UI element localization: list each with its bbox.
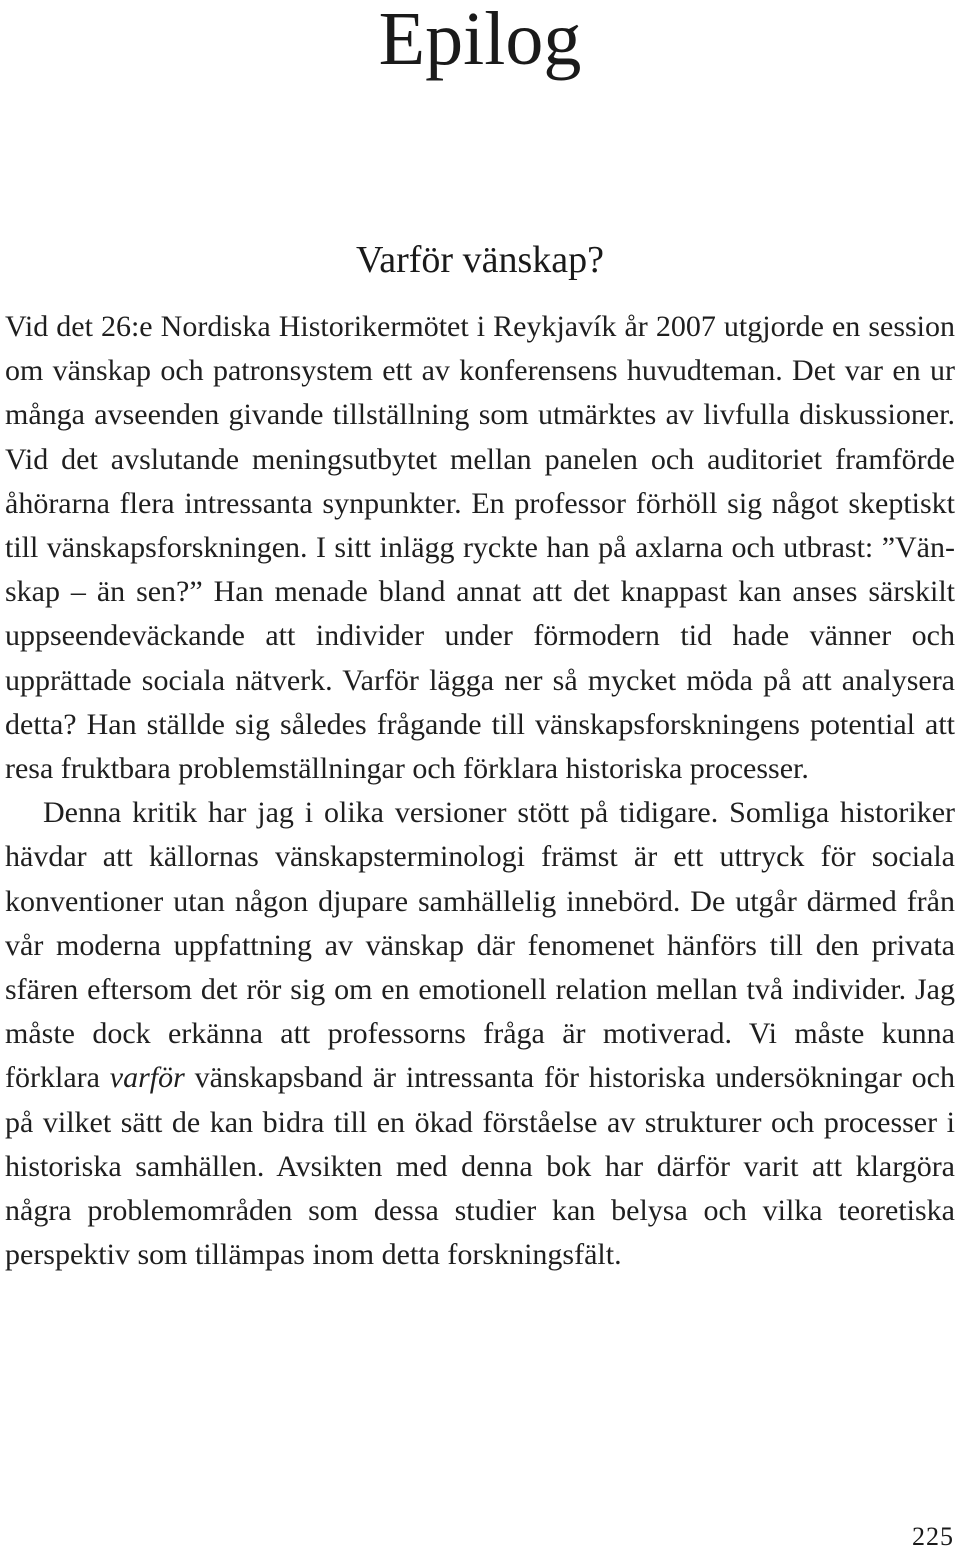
body-text [5, 305, 955, 1277]
paragraph-2-text-start: Denna kritik har jag i olika versioner stött på tidigare. Somliga historiker hävdar att källornas vänskapsterminologi främst är ett uttryck för sociala konventioner utan någon djupare samhällelig innebörd. De utgår därmed från vår moderna uppfattning av vänskap där fenomenet hänförs till den privata sfären eftersom det rör sig om en emotionell relation mellan två individer. Jag måste dock erkänna att professorns fråga är motiverad. Vi måste kunna förklara [5, 796, 955, 1095]
paragraph-1: Vid det 26:e Nordiska Historikermötet i Reykjavík år 2007 utgjorde en session om vänskap och patronsystem ett av konferensens huvudteman. Det var en ur många avseenden givande tillställning som utmärktes av livfulla diskussioner. Vid det avslutande meningsutbytet mellan panelen och auditoriet framförde åhörarna flera intressanta synpunkter. En professor förhöll sig något skeptiskt till vänskapsforskningen. I sitt inlägg ryckte han på axlarna och utbrast: ”Vänskap – än sen?” Han menade bland annat att det knappast kan anses särskilt uppseendeväckande att individer under förmodern tid hade vänner och upprättade sociala nätverk. Varför lägga ner så mycket möda på att analysera detta? Han ställde sig således frågande till vänskapsforskningens potential att resa fruktbara problemställningar och förklara historiska processer. [5, 310, 955, 786]
page-number: 225 [912, 1522, 954, 1551]
paragraph-2-text-end: vänskapsband är intressanta för historiska undersökningar och på vilket sätt de kan bidra till en ökad förståelse av strukturer och processer i historiska samhällen. Avsikten med denna bok har därför varit att klargöra några problemområden som dessa studier kan belysa och vilka teoretiska perspektiv som tillämpas inom detta forskningsfält. [5, 1061, 955, 1272]
section-heading: Varför vänskap? [356, 239, 604, 281]
emphasized-word: varför [109, 1061, 185, 1095]
chapter-title: Epilog [378, 0, 582, 81]
paragraph-2 [5, 791, 955, 1277]
